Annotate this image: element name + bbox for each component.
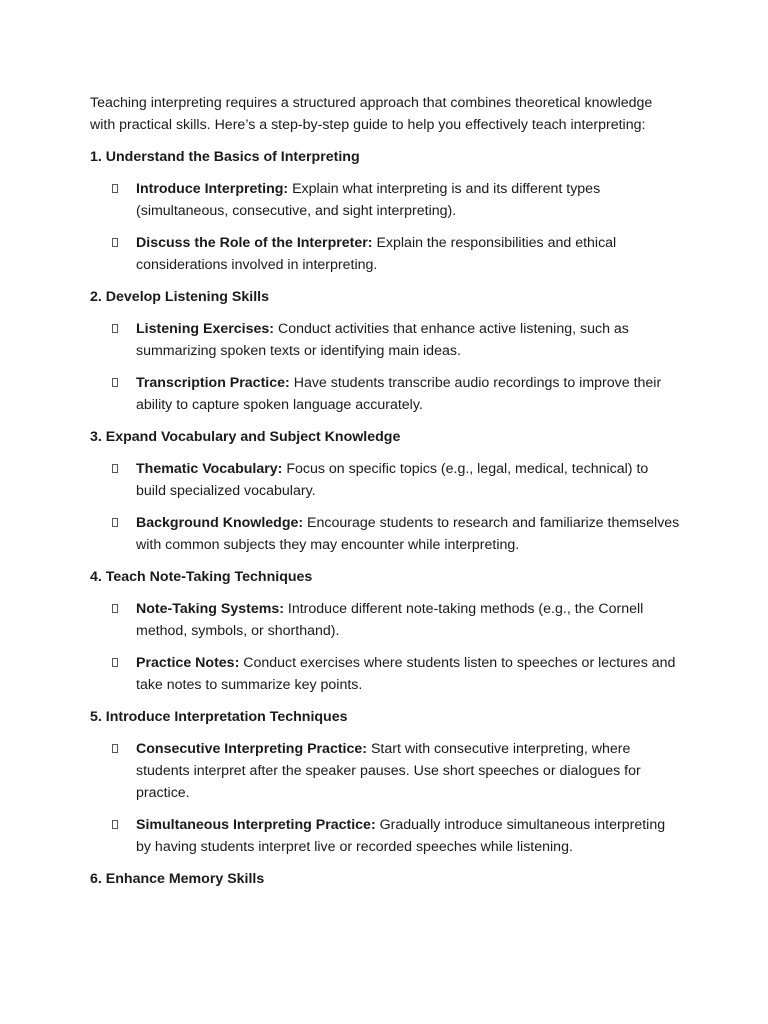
section-5 [90,706,680,858]
document-body [90,92,680,900]
bullet-icon [112,744,118,753]
item-text: Conduct activities that enhance active listening, such as summarizing spoken texts or identifying main ideas. [136,321,629,359]
bullet-icon [112,324,118,333]
list-item [90,458,680,502]
bullet-icon [112,658,118,667]
item-text: Explain the responsibilities and ethical considerations involved in interpreting. [136,235,617,273]
item-text: Explain what interpreting is and its different types (simultaneous, consecutive, and sight interpreting). [136,181,601,219]
section-1 [90,146,680,276]
section-heading: 1. Understand the Basics of Interpreting [90,149,360,165]
item-term: Consecutive Interpreting Practice: [136,741,368,757]
bullet-icon [112,464,118,473]
item-term: Thematic Vocabulary: [136,461,283,477]
list-item [90,232,680,276]
section-4 [90,566,680,696]
item-text: Have students transcribe audio recordings to improve their ability to capture spoken language accurately. [136,375,662,413]
bullet-list [90,178,680,276]
item-term: Discuss the Role of the Interpreter: [136,235,373,251]
bullet-list [90,318,680,416]
section-2 [90,286,680,416]
bullet-icon [112,604,118,613]
list-item [90,178,680,222]
item-term: Background Knowledge: [136,515,304,531]
bullet-icon [112,518,118,527]
item-text: Start with consecutive interpreting, where students interpret after the speaker pauses. Use short speeches or dialogues for practice. [136,741,641,801]
list-item [90,372,680,416]
item-term: Note-Taking Systems: [136,601,284,617]
bullet-icon [112,184,118,193]
list-item [90,652,680,696]
item-text: Encourage students to research and familiarize themselves with common subjects they may encounter while interpreting. [136,515,680,553]
list-item [90,814,680,858]
bullet-list [90,458,680,556]
list-item [90,318,680,362]
section-heading: 2. Develop Listening Skills [90,289,269,305]
section-heading: 5. Introduce Interpretation Techniques [90,709,348,725]
item-text: Conduct exercises where students listen to speeches or lectures and take notes to summarize key points. [136,655,676,693]
section-6 [90,868,680,890]
bullet-icon [112,378,118,387]
bullet-icon [112,820,118,829]
item-text: Introduce different note-taking methods (e.g., the Cornell method, symbols, or shorthand). [136,601,644,639]
bullet-list [90,738,680,858]
list-item [90,738,680,804]
section-3 [90,426,680,556]
item-text: Focus on specific topics (e.g., legal, medical, technical) to build specialized vocabulary. [136,461,649,499]
intro-paragraph: Teaching interpreting requires a structured approach that combines theoretical knowledge with practical skills. Here’s a step-by-step guide to help you effectively teach interpreting: [90,95,653,133]
section-heading: 6. Enhance Memory Skills [90,871,265,887]
bullet-list [90,598,680,696]
section-heading: 3. Expand Vocabulary and Subject Knowledge [90,429,401,445]
section-heading: 4. Teach Note-Taking Techniques [90,569,313,585]
list-item [90,512,680,556]
item-term: Listening Exercises: [136,321,274,337]
item-term: Transcription Practice: [136,375,290,391]
item-term: Introduce Interpreting: [136,181,289,197]
bullet-icon [112,238,118,247]
item-text: Gradually introduce simultaneous interpreting by having students interpret live or recorded speeches while listening. [136,817,666,855]
list-item [90,598,680,642]
item-term: Practice Notes: [136,655,240,671]
item-term: Simultaneous Interpreting Practice: [136,817,376,833]
